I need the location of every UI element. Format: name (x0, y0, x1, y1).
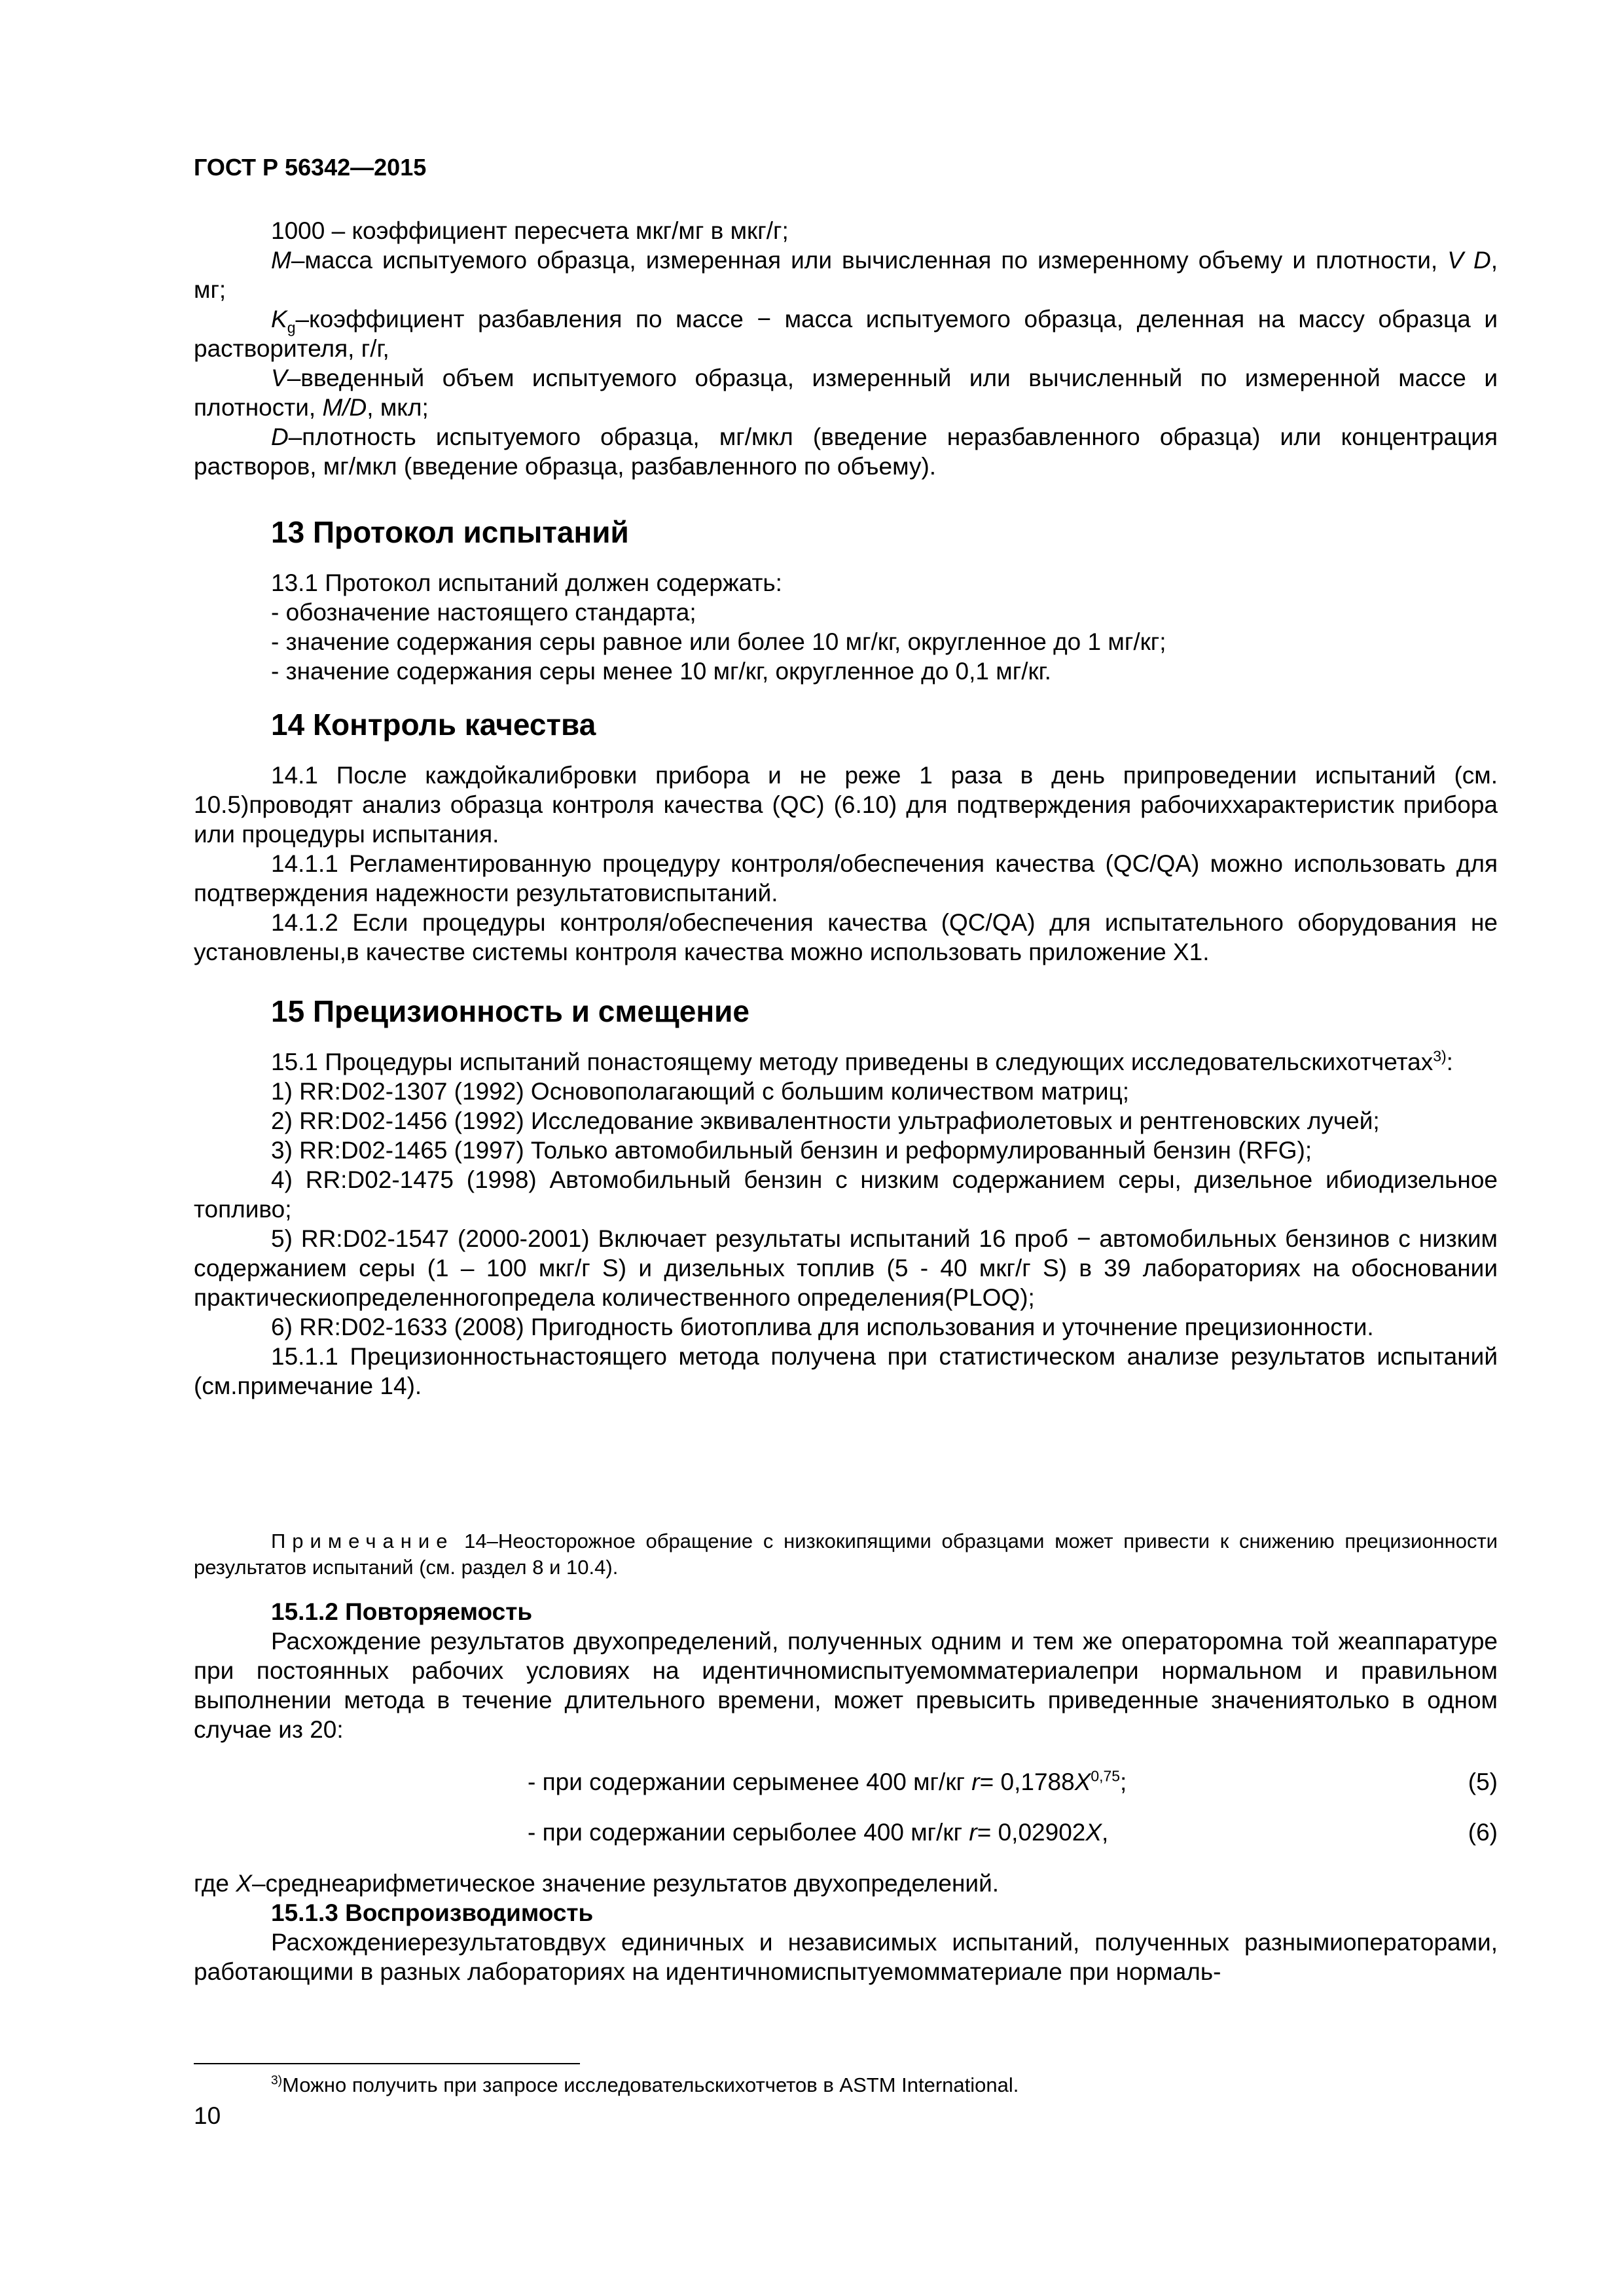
definitions-block (194, 216, 1498, 481)
list-item: - значение содержания серы равное или более 10 мг/кг, округленное до 1 мг/кг; (271, 628, 1166, 655)
repeatability-text: Расхождение результатов двухопределений, полученных одним и тем же операторомна той жеаппаратуре при постоянных рабочих условиях на идентичномиспытуемомматериалепри нормальном и правильном выполнении метода в течение длительного времени, может превысить приведенные значениятолько в одном случае из 20: (194, 1628, 1498, 1743)
list-item: - обозначение настоящего стандарта; (271, 599, 696, 626)
list-item: - значение содержания серы менее 10 мг/кг, округленное до 0,1 мг/кг. (271, 658, 1051, 685)
formula-number: (6) (1468, 1819, 1498, 1846)
repeatability-block (194, 1597, 1498, 1744)
section-15-title: 15 Прецизионность и смещение (271, 994, 750, 1028)
clause-13-1: 13.1 Протокол испытаний должен содержать: (271, 569, 782, 596)
definition-volume: V–введенный объем испытуемого образца, измеренный или вычисленный по измеренной массе и плотности, M/D, мкл; (194, 365, 1498, 421)
clause-15-1-3-title: 15.1.3 Воспроизводимость (271, 1899, 594, 1926)
clause-14-1-2: 14.1.2 Если процедуры контроля/обеспечения качества (QC/QA) для испытательного оборудования не установлены,в качестве системы контроля качества можно использовать приложение X1. (194, 909, 1498, 965)
standard-header: ГОСТ Р 56342—2015 (194, 154, 427, 181)
section-13-title: 13 Протокол испытаний (271, 515, 629, 549)
report-item: 5) RR:D02-1547 (2000-2001) Включает результаты испытаний 16 проб − автомобильных бензинов с низким содержанием серы (1 – 100 мкг/г S) и дизельных топлив (5 - 40 мкг/г S) в 39 лабораториях на обосновании практическиопределенногопредела количественного определения(PLOQ); (194, 1225, 1498, 1311)
document-page: ГОСТ Р 56342—2015 1000 – коэффициент пересчета мкг/мг в мкг/г; M–масса испытуемого образца, измеренная или вычисленная по измеренному объему и плотности, V D, мг; $K_g$–коэффициент разбавления по массе − масса испытуемого образца, деленная на массу образца и растворителя, г/г, V–введенный объем испытуемого образца, измеренный или вычисленный по измеренной массе и плотности, M/D, мкл; D–плотность испытуемого образца, мг/мкл (введение неразбавленного образца) или концентрация растворов, мг/мкл (введение образца, разбавленного по объему). 13 Протокол испытаний 13.1 Протокол испытаний должен содержать: - обозначение настоящего стандарта; - значение содержания серы равное или более 10 мг/кг, округленное до 1 мг/кг; - значение содержания серы менее 10 мг/кг, округленное до 0,1 мг/кг. 14 Контроль качества 14.1 После каждойкалибровки прибора и не реже 1 раза в день припроведении испытаний (см. 10.5)проводят анализ образца контроля качества (QC) (6.10) для подтверждения рабочиххарактеристик прибора или процедуры испытания. 14.1.1 Регламентированную процедуру контроля/обеспечения качества (QC/QA) можно использовать для подтверждения надежности результатовиспытаний. 14.1.2 Если процедуры контроля/обеспечения качества (QC/QA) для испытательного оборудования не установлены,в качестве системы контроля качества можно использовать приложение X1. 15 Прецизионность и смещение 15.1 Процедуры испытаний понастоящему методу приведены в следующих исследовательскихотчетах$^{3)}$: 1) RR:D02-1307 (1992) Основополагающий с большим количеством матриц; 2) RR:D02-1456 (1992) Исследование эквивалентности ультрафиолетовых и рентгеновских лучей; 3) RR:D02-1465 (1997) Только автомобильный бензин и реформулированный бензин (RFG); 4) RR:D02-1475 (1998) Автомобильный бензин с низким содержанием серы, дизельное ибиодизельное топливо; 5) RR:D02-1547 (2000-2001) Включает результаты испытаний 16 проб − автомобильных бензинов с низким содержанием серы (1 – 100 мкг/г S) и дизельных топлив (5 - 40 мкг/г S) в 39 лабораториях на обосновании практическиопределенногопредела количественного определения(PLOQ); 6) RR:D02-1633 (2008) Пригодность биотоплива для использования и уточнение прецизионности. 15.1.1 Прецизионностьнастоящего метода получена при статистическом анализе результатов испытаний (см.примечание 14). Примечание 14–Неосторожное обращение с низкокипящими образцами может привести к снижению прецизионности результатов испытаний (см. раздел 8 и 10.4). 15.1.2 Повторяемость Расхождение результатов двухопределений, полученных одним и тем же операторомна той жеаппаратуре при постоянных рабочих условиях на идентичномиспытуемомматериалепри нормальном и правильном выполнении метода в течение длительного времени, может превысить приведенные значениятолько в одном случае из 20: - при содержании серыменее 400 мг/кг $r= 0,1788X^{0,75}$; (5) - при содержании серыболее 400 мг/кг r= 0,02902X, (6) где X–среднеарифметическое значение результатов двухопределений. 15.1.3 Воспроизводимость Расхождениерезультатовдвух единичных и независимых испытаний, полученных разнымиоператорами, работающими в разных лабораториях на идентичномиспытуемомматериале при нормаль- $^{3)}$Можно получить при запросе исследовательскихотчетов в ASTM International. 10 (194, 154, 1498, 2129)
clause-15-1-1: 15.1.1 Прецизионностьнастоящего метода получена при статистическом анализе результатов испытаний (см.примечание 14). (194, 1343, 1498, 1399)
note-14 (194, 1528, 1498, 1581)
reproducibility-block (194, 1869, 1498, 1986)
definition-mass: M–масса испытуемого образца, измеренная или вычисленная по измеренному объему и плотности, V D, мг; (194, 247, 1498, 303)
note-text: 14–Неосторожное обращение с низкокипящими образцами может привести к снижению прецизионности результатов испытаний (см. раздел 8 и 10.4). (194, 1530, 1498, 1579)
note-label: Примечание (271, 1530, 454, 1552)
definition-density: D–плотность испытуемого образца, мг/мкл (введение неразбавленного образца) или концентрация растворов, мг/мкл (введение образца, разбавленного по объему). (194, 423, 1498, 480)
report-item: 6) RR:D02-1633 (2008) Пригодность биотоплива для использования и уточнение прецизионности. (271, 1314, 1374, 1340)
definition-1000: 1000 – коэффициент пересчета мкг/мг в мкг/г; (271, 217, 789, 244)
section-14-title: 14 Контроль качества (271, 708, 596, 742)
clause-14-1: 14.1 После каждойкалибровки прибора и не реже 1 раза в день припроведении испытаний (см. 10.5)проводят анализ образца контроля качества (QC) (6.10) для подтверждения рабочиххарактеристик прибора или процедуры испытания. (194, 762, 1498, 848)
report-item: 1) RR:D02-1307 (1992) Основополагающий с большим количеством матриц; (271, 1078, 1130, 1105)
report-item: 3) RR:D02-1465 (1997) Только автомобильный бензин и реформулированный бензин (RFG); (271, 1137, 1312, 1164)
clause-15-1-2-title: 15.1.2 Повторяемость (271, 1598, 533, 1625)
definition-dilution: $K_g$–коэффициент разбавления по массе − масса испытуемого образца, деленная на массу образца и растворителя, г/г, (194, 306, 1498, 362)
clause-15-1: 15.1 Процедуры испытаний понастоящему методу приведены в следующих исследовательскихотчетах$^{3)}$: (271, 1047, 1453, 1075)
section-14-body (194, 761, 1498, 967)
clause-14-1-1: 14.1.1 Регламентированную процедуру контроля/обеспечения качества (QC/QA) можно использовать для подтверждения надежности результатовиспытаний. (194, 850, 1498, 906)
page-number: 10 (194, 2102, 221, 2129)
section-13-body (194, 568, 1498, 686)
formula-number: (5) (1468, 1768, 1498, 1795)
where-clause: где X–среднеарифметическое значение результатов двухопределений. (194, 1870, 1000, 1897)
footnote-separator (194, 2063, 580, 2064)
reproducibility-text: Расхождениерезультатовдвух единичных и независимых испытаний, полученных разнымиоператорами, работающими в разных лабораториях на идентичномиспытуемомматериале при нормаль- (194, 1929, 1498, 1985)
footnote: $^{3)}$Можно получить при запросе исследовательскихотчетов в ASTM International. (271, 2073, 1019, 2096)
report-item: 2) RR:D02-1456 (1992) Исследование эквивалентности ультрафиолетовых и рентгеновских лучей; (271, 1107, 1380, 1134)
report-item: 4) RR:D02-1475 (1998) Автомобильный бензин с низким содержанием серы, дизельное ибиодизельное топливо; (194, 1166, 1498, 1223)
section-15-body (194, 1047, 1498, 1401)
